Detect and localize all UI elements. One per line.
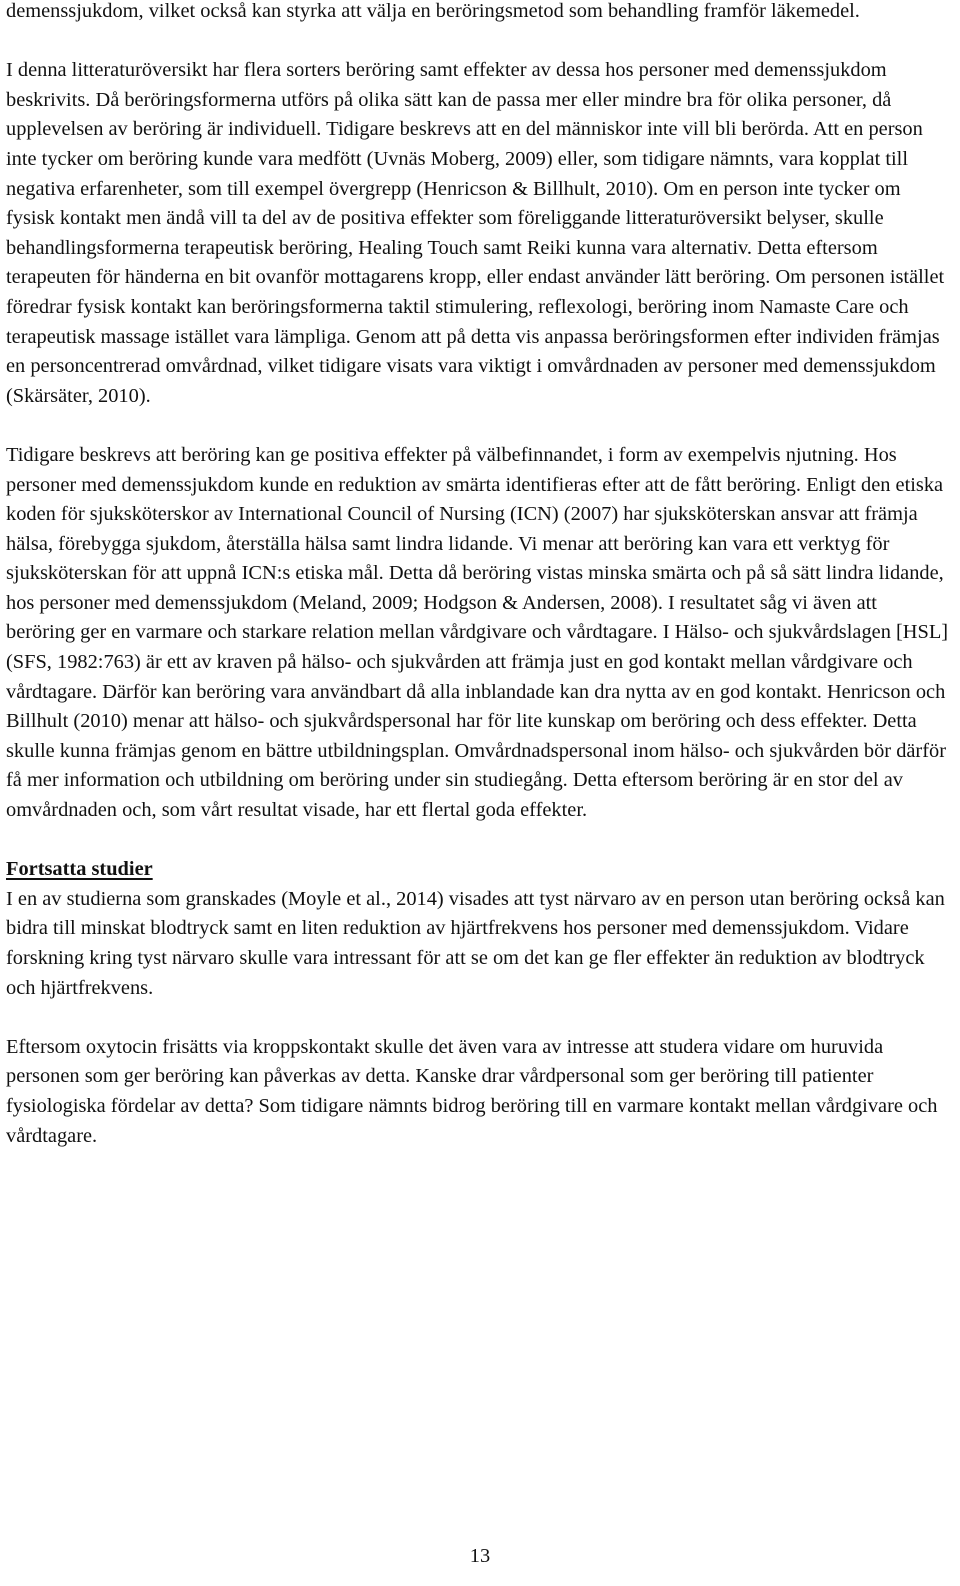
paragraph-further-studies-oxytocin: Eftersom oxytocin frisätts via kroppskontakt skulle det även vara av intresse att studera vidare om huruvida personen som ger beröring kan påverkas av detta. Kanske drar vårdpersonal som ger beröring till patienter fysiologiska fördelar av detta? Som tidigare nämnts bidrog beröring till en varmare kontakt mellan vårdgivare och vårdtagare. xyxy=(6,1035,938,1147)
paragraph-positive-effects: Tidigare beskrevs att beröring kan ge positiva effekter på välbefinnandet, i form av exempelvis njutning. Hos personer med demenssjukdom kunde en reduktion av smärta identifieras efter att de fått beröring. Enligt den etiska koden för sjuksköterskor av International Council of Nursing (ICN) (2007) har sjuksköterskan ansvar att främja hälsa, förebygga sjukdom, återställa hälsa samt lindra lidande. Vi menar att beröring kan vara ett verktyg för sjuksköterskan för att uppnå ICN:s etiska mål. Detta då beröring vistas minska smärta och på så sätt lindra lidande, hos personer med demenssjukdom (Meland, 2009; Hodgson & Andersen, 2008). I resultatet såg vi även att beröring ger en varmare och starkare relation mellan vårdgivare och vårdtagare. I Hälso- och sjukvårdslagen [HSL] (SFS, 1982:763) är ett av kraven på hälso- och sjukvården att främja just en god kontakt mellan vårdgivare och vårdtagare. Därför kan beröring vara användbart då alla inblandade kan dra nytta av en god kontakt. Henricson och Billhult (2010) menar att hälso- och sjukvårdspersonal har för lite kunskap om beröring och dess effekter. Detta skulle kunna främjas genom en bättre utbildningsplan. Omvårdnadspersonal inom hälso- och sjukvården bör därför få mer information och utbildning om beröring under sin studiegång. Detta eftersom beröring är en stor del av omvårdnaden och, som vårt resultat visade, har ett flertal goda effekter. xyxy=(6,443,949,822)
document-page xyxy=(6,0,950,1151)
paragraph-further-studies-silent-presence: I en av studierna som granskades (Moyle et al., 2014) visades att tyst närvaro av en person utan beröring också kan bidra till minskat blodtryck samt en liten reduktion av hjärtfrekvens hos personer med demenssjukdom. Vidare forskning kring tyst närvaro skulle vara intressant för att se om det kan ge fler effekter än reduktion av blodtryck och hjärtfrekvens. xyxy=(6,887,945,999)
paragraph-gap xyxy=(6,826,950,856)
paragraph-gap xyxy=(6,1003,950,1033)
paragraph-gap xyxy=(6,27,950,57)
section-heading: Fortsatta studier xyxy=(6,858,153,881)
page-number: 13 xyxy=(469,1545,491,1567)
paragraph-continuation: demenssjukdom, vilket också kan styrka att välja en beröringsmetod som behandling framför läkemedel. xyxy=(6,0,860,22)
paragraph-gap xyxy=(6,411,950,441)
paragraph-individual-touch: I denna litteraturöversikt har flera sorters beröring samt effekter av dessa hos personer med demenssjukdom beskrivits. Då beröringsformerna utförs på olika sätt kan de passa mer eller mindre bra för olika personer, då upplevelsen av beröring är individuell. Tidigare beskrevs att en del människor inte vill bli berörda. Att en person inte tycker om beröring kunde vara medfött (Uvnäs Moberg, 2009) eller, som tidigare nämnts, vara kopplat till negativa erfarenheter, som till exempel övergrepp (Henricson & Billhult, 2010). Om en person inte tycker om fysisk kontakt men ändå vill ta del av de positiva effekter som föreliggande litteraturöversikt belyser, skulle behandlingsformerna terapeutisk beröring, Healing Touch samt Reiki kunna vara alternativ. Detta eftersom terapeuten för händerna en bit ovanför mottagarens kropp, eller endast använder lätt beröring. Om personen istället föredrar fysisk kontakt kan beröringsformerna taktil stimulering, reflexologi, beröring inom Namaste Care och terapeutisk massage istället vara lämpliga. Genom att på detta vis anpassa beröringsformen efter individen främjas en personcentrerad omvårdnad, vilket tidigare visats vara viktigt i omvårdnaden av personer med demenssjukdom (Skärsäter, 2010). xyxy=(6,59,945,407)
